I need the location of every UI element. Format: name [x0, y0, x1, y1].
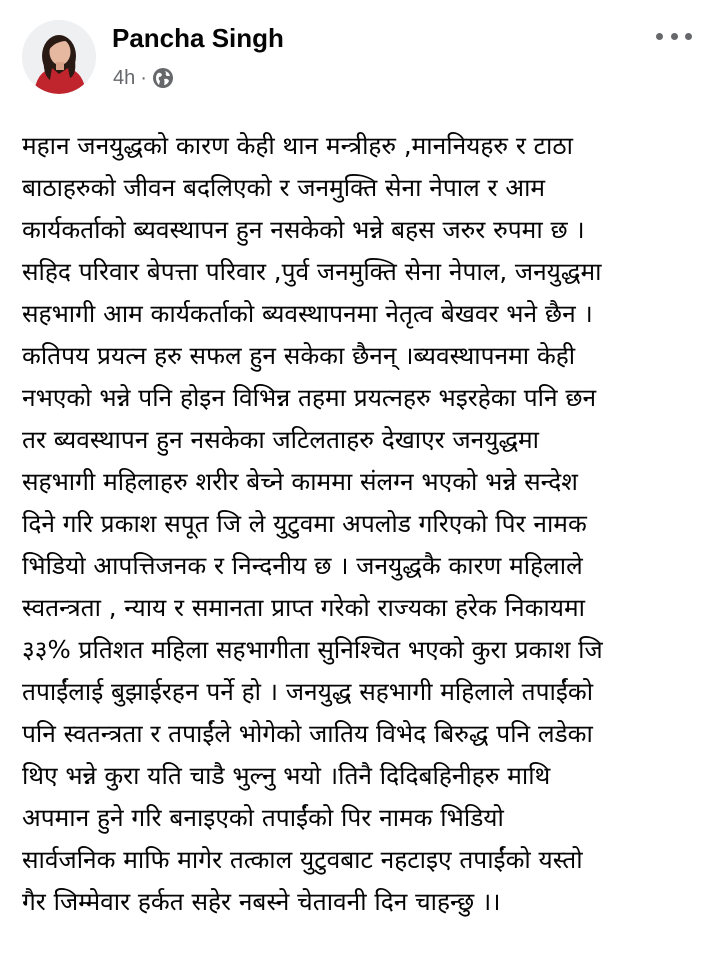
post-text-line: दिने गरि प्रकाश सपूत जि ले युटुवमा अपलोड गरिएको पिर नामक — [22, 509, 587, 538]
post-text-line: थिए भन्ने कुरा यति चाडै भुल्नु भयो ।तिनै दिदिबहिनीहरु माथि — [22, 761, 551, 790]
post-header — [22, 20, 692, 100]
post-text-line: सार्वजनिक माफि मागेर तत्काल युटुवबाट नहटाइए तपाईंको यस्तो — [22, 845, 583, 874]
more-options-dot — [685, 33, 692, 40]
post-text-line: ३३% प्रतिशत महिला सहभागीता सुनिश्चित भएको कुरा प्रकाश जि — [22, 635, 603, 664]
globe-icon[interactable] — [152, 67, 174, 89]
post-text-line: बाठाहरुको जीवन बदलिएको र जनमुक्ति सेना नेपाल र आम — [22, 173, 546, 202]
post-text-line: भिडियो आपत्तिजनक र निन्दनीय छ । जनयुद्धकै कारण महिलाले — [22, 551, 583, 580]
post-text-line: सहभागी आम कार्यकर्ताको ब्यवस्थापनमा नेतृत्व बेखवर भने छैन । — [22, 299, 593, 328]
post-text-line: नभएको भन्ने पनि होइन विभिन्न तहमा प्रयत्नहरु भइरहेका पनि छन — [22, 383, 597, 412]
post-text-line: स्वतन्त्रता , न्याय र समानता प्राप्त गरेको राज्यका हरेक निकायमा — [22, 593, 585, 622]
post-text-line: कार्यकर्ताको ब्यवस्थापन हुन नसकेको भन्ने बहस जरुर रुपमा छ । — [22, 215, 585, 244]
avatar-photo-icon — [22, 20, 96, 94]
post-text-line: कतिपय प्रयत्न हरु सफल हुन सकेका छैनन् ।ब्यवस्थापनमा केही — [22, 341, 576, 370]
post-text-line: सहभागी महिलाहरु शरीर बेच्ने काममा संलग्न भएको भन्ने सन्देश — [22, 467, 578, 496]
author-avatar[interactable] — [22, 20, 96, 94]
post-timestamp[interactable]: 4h — [113, 66, 136, 89]
more-options-dot — [671, 33, 678, 40]
post-meta — [113, 66, 174, 90]
post-text-line: सहिद परिवार बेपत्ता परिवार ,पुर्व जनमुक्ति सेना नेपाल, जनयुद्धमा — [22, 257, 602, 286]
post-text-line: पनि स्वतन्त्रता र तपाईंले भोगेको जातिय विभेद बिरुद्ध पनि लडेका — [22, 719, 593, 748]
post-text-line: तपाईंलाई बुझाईरहन पर्ने हो । जनयुद्ध सहभागी महिलाले तपाईंको — [22, 677, 594, 706]
post-body — [22, 125, 692, 923]
more-options-dot — [656, 33, 663, 40]
post-text-line: तर ब्यवस्थापन हुन नसकेका जटिलताहरु देखाएर जनयुद्धमा — [22, 425, 540, 454]
author-name[interactable]: Pancha Singh — [112, 23, 284, 53]
post-text-line: गैर जिम्मेवार हर्कत सहेर नबस्ने चेतावनी दिन चाहन्छु ।। — [22, 887, 501, 916]
more-options-button[interactable] — [656, 26, 692, 46]
post-text-line: महान जनयुद्धको कारण केही थान मन्त्रीहरु ,माननियहरु र टाठा — [22, 131, 573, 160]
meta-separator: · — [140, 66, 147, 89]
post-text-line: अपमान हुने गरि बनाइएको तपाईंको पिर नामक भिडियो — [22, 803, 504, 832]
